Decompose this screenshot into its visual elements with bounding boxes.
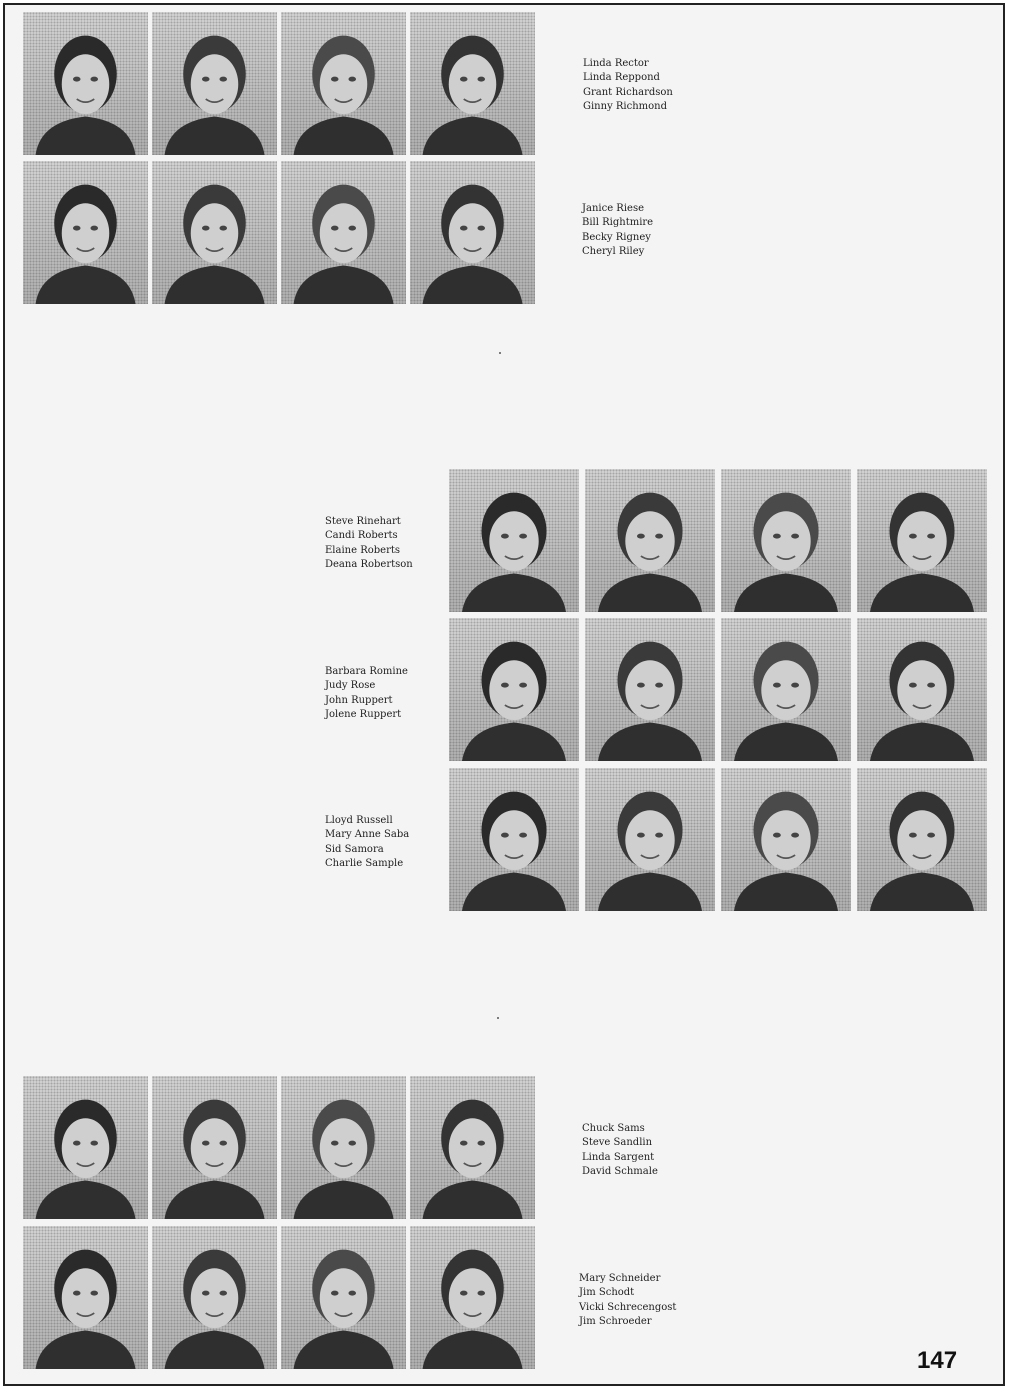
portrait-silhouette [281, 12, 406, 155]
portrait-photo [585, 618, 715, 761]
photo-row-2 [23, 161, 535, 304]
portrait-silhouette [281, 1076, 406, 1219]
print-speck [497, 1017, 499, 1019]
name-list [579, 1272, 676, 1329]
name-list [582, 1122, 658, 1179]
student-name: Jim Schodt [579, 1287, 635, 1299]
portrait-photo [721, 618, 851, 761]
portrait-silhouette [585, 618, 715, 761]
portrait-silhouette [721, 469, 851, 612]
student-name: Vicki Schrecengost [579, 1301, 677, 1313]
portrait-photo [857, 768, 987, 911]
portrait-photo [410, 161, 535, 304]
photo-row-1 [23, 12, 535, 155]
student-name: Becky Rigney [582, 231, 651, 243]
student-name: Jolene Ruppert [325, 708, 402, 720]
portrait-silhouette [585, 768, 715, 911]
portrait-silhouette [857, 768, 987, 911]
portrait-photo [152, 1226, 277, 1369]
student-name: Cheryl Riley [582, 245, 645, 257]
student-name: David Schmale [582, 1165, 658, 1177]
portrait-photo [410, 1226, 535, 1369]
print-speck [499, 352, 501, 354]
portrait-photo [23, 1226, 148, 1369]
portrait-photo [281, 12, 406, 155]
portrait-photo [857, 618, 987, 761]
portrait-silhouette [585, 469, 715, 612]
portrait-photo [281, 161, 406, 304]
student-name: Steve Rinehart [325, 516, 401, 527]
portrait-silhouette [410, 1226, 535, 1369]
portrait-silhouette [410, 12, 535, 155]
name-list [325, 814, 409, 871]
portrait-photo [410, 1076, 535, 1219]
portrait-silhouette [857, 618, 987, 761]
portrait-photo [152, 161, 277, 304]
student-name: Mary Anne Saba [325, 829, 410, 841]
photo-row-6 [23, 1076, 535, 1219]
portrait-silhouette [152, 161, 277, 304]
student-name: Janice Riese [582, 203, 645, 214]
name-list [325, 515, 413, 572]
student-name: Candi Roberts [325, 530, 398, 542]
portrait-silhouette [23, 161, 148, 304]
student-name: Mary Schneider [579, 1273, 661, 1284]
student-name: Jim Schroeder [579, 1315, 652, 1327]
student-name: Sid Samora [325, 843, 384, 855]
portrait-silhouette [23, 1076, 148, 1219]
name-list [325, 665, 408, 722]
portrait-photo [449, 618, 579, 761]
portrait-silhouette [152, 1076, 277, 1219]
photo-row-4 [449, 618, 987, 761]
portrait-photo [585, 768, 715, 911]
portrait-silhouette [23, 12, 148, 155]
yearbook-page [3, 3, 1005, 1386]
portrait-silhouette [449, 469, 579, 612]
portrait-photo [585, 469, 715, 612]
name-list [582, 202, 653, 259]
portrait-silhouette [721, 618, 851, 761]
student-name: Bill Rightmire [582, 217, 654, 229]
photo-row-3 [449, 469, 987, 612]
student-name: Chuck Sams [582, 1123, 645, 1134]
portrait-photo [152, 1076, 277, 1219]
student-name: Grant Richardson [583, 86, 673, 98]
student-name: Linda Sargent [582, 1151, 655, 1163]
portrait-silhouette [857, 469, 987, 612]
portrait-silhouette [281, 1226, 406, 1369]
student-name: Deana Robertson [325, 558, 413, 570]
portrait-photo [281, 1226, 406, 1369]
portrait-photo [152, 12, 277, 155]
student-name: Steve Sandlin [582, 1137, 653, 1149]
portrait-photo [410, 12, 535, 155]
portrait-silhouette [281, 161, 406, 304]
portrait-silhouette [23, 1226, 148, 1369]
photo-row-7 [23, 1226, 535, 1369]
student-name: Linda Rector [583, 58, 649, 69]
portrait-silhouette [449, 768, 579, 911]
student-name: Lloyd Russell [325, 815, 393, 826]
portrait-silhouette [152, 12, 277, 155]
photo-row-5 [449, 768, 987, 911]
name-list [583, 57, 673, 114]
student-name: Charlie Sample [325, 857, 404, 869]
page-number: 147 [917, 1347, 958, 1374]
portrait-photo [281, 1076, 406, 1219]
portrait-photo [23, 161, 148, 304]
portrait-photo [721, 469, 851, 612]
portrait-photo [721, 768, 851, 911]
portrait-photo [449, 469, 579, 612]
student-name: John Ruppert [325, 694, 393, 706]
portrait-silhouette [449, 618, 579, 761]
student-name: Judy Rose [325, 680, 376, 692]
portrait-photo [857, 469, 987, 612]
student-name: Barbara Romine [325, 666, 408, 677]
portrait-silhouette [152, 1226, 277, 1369]
portrait-silhouette [721, 768, 851, 911]
portrait-photo [23, 1076, 148, 1219]
portrait-photo [23, 12, 148, 155]
portrait-silhouette [410, 161, 535, 304]
student-name: Linda Reppond [583, 72, 660, 84]
student-name: Elaine Roberts [325, 544, 400, 556]
portrait-silhouette [410, 1076, 535, 1219]
portrait-photo [449, 768, 579, 911]
student-name: Ginny Richmond [583, 100, 668, 112]
